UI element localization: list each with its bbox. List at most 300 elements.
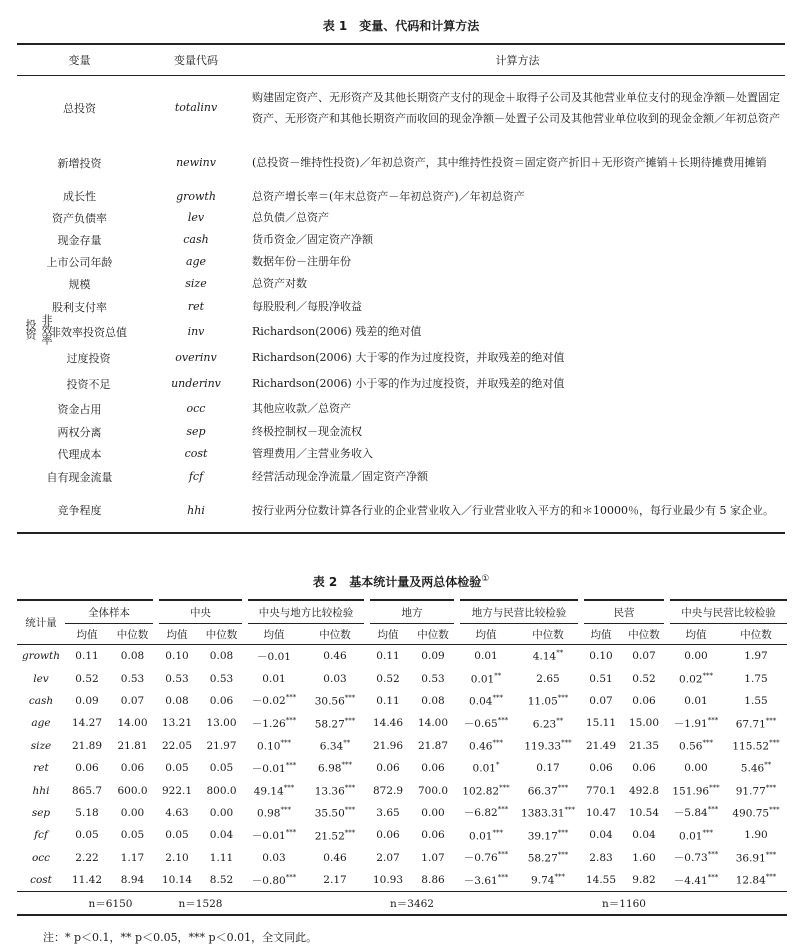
stat-cell: 4.63 bbox=[165, 806, 189, 819]
stat-cell: 865.7 bbox=[71, 784, 103, 797]
variable-code: newinv bbox=[176, 156, 216, 169]
stat-cell: 10.54 bbox=[628, 806, 660, 819]
stat-cell: 14.00 bbox=[117, 717, 148, 730]
t1-header-method: 计算方法 bbox=[250, 44, 785, 76]
calculation-method: 经营活动现金净流量／固定资产净额 bbox=[252, 470, 428, 483]
stat-cell: 0.52 bbox=[376, 672, 400, 685]
stat-cell: －0.65*** bbox=[463, 716, 509, 730]
significance-stars: *** bbox=[557, 850, 569, 859]
stat-variable: occ bbox=[31, 851, 51, 864]
stat-cell: 0.08 bbox=[120, 650, 145, 663]
stat-cell: 49.14*** bbox=[253, 783, 295, 798]
stat-cell: 14.55 bbox=[585, 874, 617, 887]
stat-cell: 1.11 bbox=[209, 851, 234, 864]
stat-cell: 0.00 bbox=[684, 650, 708, 663]
t2-subheader: 中位数 bbox=[621, 624, 667, 645]
stat-cell: 0.11 bbox=[75, 650, 99, 663]
stat-cell: 35.50*** bbox=[314, 806, 356, 820]
variable-code: size bbox=[185, 277, 207, 290]
variable-code: hhi bbox=[142, 489, 250, 533]
significance-stars: *** bbox=[765, 783, 777, 792]
stat-cell: 0.09 bbox=[421, 650, 445, 663]
stat-cell: 0.07 bbox=[589, 694, 613, 707]
stat-cell: 1.55 bbox=[744, 694, 768, 707]
significance-stars: *** bbox=[557, 783, 569, 792]
table1-row bbox=[17, 397, 785, 421]
variable-name: 竞争程度 bbox=[17, 489, 142, 533]
stat-variable: ret bbox=[33, 762, 49, 775]
sample-size: n＝1160 bbox=[581, 892, 667, 916]
significance-stars: *** bbox=[497, 850, 509, 859]
stat-cell: 1.97 bbox=[744, 650, 768, 663]
significance-stars: *** bbox=[341, 761, 352, 770]
stat-cell: －0.80*** bbox=[251, 873, 297, 887]
variable-code: lev bbox=[187, 211, 205, 224]
stat-cell: －5.84*** bbox=[673, 805, 719, 820]
variable-name: 两权分离 bbox=[57, 425, 102, 439]
t2-subheader: 中位数 bbox=[109, 624, 156, 645]
significance-stars: *** bbox=[707, 805, 719, 814]
stat-cell: 6.23** bbox=[532, 716, 564, 731]
variable-code: cash bbox=[183, 233, 209, 246]
stat-variable: growth bbox=[21, 650, 61, 663]
variable-name: 资金占用 bbox=[57, 402, 102, 416]
t2-group-header: 民营 bbox=[581, 600, 667, 624]
stat-cell: 0.04 bbox=[209, 829, 234, 842]
stat-cell: 151.96*** bbox=[672, 783, 720, 798]
significance-stars: *** bbox=[497, 805, 509, 814]
stat-cell: 770.1 bbox=[585, 784, 617, 797]
significance-stars: *** bbox=[492, 828, 503, 837]
stat-cell: 67.71*** bbox=[735, 716, 777, 731]
calculation-method: 其他应收款／总资产 bbox=[252, 402, 351, 415]
table1-row bbox=[17, 273, 785, 295]
stat-cell: 22.05 bbox=[161, 739, 193, 752]
stat-cell: 0.11 bbox=[376, 694, 400, 707]
significance-stars: ** bbox=[764, 761, 772, 770]
stat-cell: 2.22 bbox=[75, 851, 99, 864]
inefficient-investment-group-label: 非效率投资 bbox=[24, 313, 53, 344]
table1-row bbox=[17, 443, 785, 465]
t2-subheader: 均值 bbox=[667, 624, 725, 645]
table1-row bbox=[17, 76, 785, 140]
table2-row bbox=[17, 735, 787, 757]
significance-stars: *** bbox=[344, 783, 356, 792]
table1 bbox=[17, 43, 785, 534]
calculation-method: 终极控制权－现金流权 bbox=[252, 425, 362, 438]
table1-row bbox=[17, 371, 785, 397]
stat-cell: 9.82 bbox=[632, 874, 656, 887]
stat-cell: 0.11 bbox=[376, 650, 400, 663]
spacer-cell bbox=[457, 892, 581, 916]
significance-stars: *** bbox=[561, 739, 572, 747]
stat-cell: 0.06 bbox=[632, 762, 656, 775]
stat-cell: 490.75*** bbox=[732, 806, 780, 820]
stat-cell: 0.53 bbox=[165, 672, 189, 685]
stat-cell: 0.53 bbox=[209, 672, 234, 685]
t1-header-variable: 变量 bbox=[17, 44, 142, 76]
t2-subheader: 中位数 bbox=[409, 624, 457, 645]
significance-stars: *** bbox=[492, 694, 503, 703]
table1-title: 表 1 变量、代码和计算方法 bbox=[322, 19, 480, 33]
stat-cell: 0.06 bbox=[75, 762, 99, 775]
stat-cell: 8.52 bbox=[209, 874, 234, 887]
stat-cell: 36.91*** bbox=[735, 850, 777, 865]
significance-stars: *** bbox=[280, 739, 291, 747]
significance-stars: *** bbox=[769, 739, 780, 747]
variable-name: 自有现金流量 bbox=[46, 470, 113, 484]
stat-variable: fcf bbox=[34, 829, 48, 842]
stat-cell: 0.06 bbox=[120, 762, 145, 775]
t2-subheader: 均值 bbox=[65, 624, 109, 645]
significance-stars: *** bbox=[285, 828, 297, 837]
significance-stars: *** bbox=[769, 806, 780, 815]
table2-row bbox=[17, 802, 787, 824]
stat-cell: 6.34** bbox=[319, 739, 351, 753]
variable-code: fcf bbox=[188, 470, 204, 483]
table2 bbox=[17, 599, 787, 916]
stat-cell: 0.08 bbox=[165, 694, 189, 707]
significance-stars: *** bbox=[497, 716, 509, 725]
table1-row bbox=[17, 465, 785, 489]
table1-row bbox=[17, 421, 785, 443]
stat-cell: 0.00 bbox=[209, 806, 234, 819]
calculation-method: 总负债／总资产 bbox=[252, 211, 329, 224]
significance-stars: *** bbox=[702, 739, 713, 747]
table1-row bbox=[17, 319, 785, 345]
stat-cell: 0.01* bbox=[472, 761, 500, 775]
stat-cell: 1.75 bbox=[744, 672, 768, 685]
stat-cell: 0.06 bbox=[376, 829, 400, 842]
significance-stars: ** bbox=[556, 649, 564, 658]
significance-stars: *** bbox=[554, 873, 565, 882]
stat-cell: 10.14 bbox=[161, 874, 193, 887]
stat-cell: 0.08 bbox=[421, 694, 445, 707]
stat-cell: 5.18 bbox=[75, 806, 99, 819]
stat-cell: 13.21 bbox=[161, 717, 193, 730]
stat-cell: －0.01*** bbox=[251, 761, 297, 775]
stat-cell: 0.03 bbox=[262, 851, 286, 864]
stat-cell: －0.01 bbox=[257, 650, 291, 663]
stat-cell: 1.17 bbox=[120, 851, 145, 864]
stat-cell: －0.73*** bbox=[673, 850, 719, 865]
significance-stars: ** bbox=[494, 671, 502, 680]
stat-cell: 0.98*** bbox=[257, 806, 291, 820]
calculation-method: 按行业两分位数计算各行业的企业营业收入／行业营业收入平方的和＊10000％，每行业最少有 5 家企业。 bbox=[250, 489, 785, 533]
t2-subheader: 中位数 bbox=[198, 624, 245, 645]
variable-name-text: 非效率投资总值 bbox=[50, 325, 127, 339]
stat-cell: 0.10 bbox=[165, 650, 189, 663]
stat-cell: 13.36*** bbox=[314, 783, 356, 798]
table-note: 注：* p＜0.1，** p＜0.05，*** p＜0.01，全文同此。 bbox=[43, 931, 318, 944]
stat-cell: －0.76*** bbox=[463, 850, 509, 865]
significance-stars: *** bbox=[283, 783, 295, 792]
stat-cell: 14.00 bbox=[417, 717, 449, 730]
stat-cell: 0.46*** bbox=[469, 739, 503, 753]
stat-cell: 6.98*** bbox=[318, 761, 352, 775]
significance-stars: *** bbox=[564, 806, 575, 815]
stat-cell: 2.10 bbox=[165, 851, 189, 864]
stat-cell: 0.53 bbox=[120, 672, 145, 685]
stat-cell: 14.27 bbox=[71, 717, 103, 730]
variable-name: 资产负债率 bbox=[52, 211, 107, 225]
t2-subheader: 均值 bbox=[367, 624, 409, 645]
stat-cell: 91.77*** bbox=[735, 783, 777, 798]
significance-stars: *** bbox=[344, 694, 356, 703]
significance-stars: *** bbox=[765, 716, 777, 725]
significance-stars: *** bbox=[765, 873, 777, 882]
table1-row bbox=[17, 489, 785, 533]
variable-name bbox=[17, 313, 142, 345]
stat-cell: 21.96 bbox=[372, 739, 404, 752]
stat-cell: 600.0 bbox=[117, 784, 148, 797]
table2-row bbox=[17, 690, 787, 712]
stat-cell: 2.65 bbox=[536, 672, 560, 685]
spacer-cell bbox=[17, 892, 65, 916]
stat-cell: 0.01 bbox=[684, 694, 708, 707]
stat-cell: 0.03 bbox=[323, 672, 347, 685]
variable-code: inv bbox=[187, 325, 205, 338]
variable-name: 规模 bbox=[68, 277, 91, 291]
variable-code: overinv bbox=[175, 351, 217, 364]
significance-stars: *** bbox=[765, 850, 777, 859]
stat-cell: 0.46 bbox=[323, 650, 347, 663]
t2-group-header: 地方与民营比较检验 bbox=[457, 600, 581, 624]
stat-cell: 3.65 bbox=[376, 806, 400, 819]
stat-cell: 21.35 bbox=[628, 739, 660, 752]
table2-row bbox=[17, 847, 787, 869]
significance-stars: *** bbox=[285, 716, 297, 725]
table2-row bbox=[17, 824, 787, 846]
stat-cell: 21.89 bbox=[71, 739, 103, 752]
stat-cell: 0.04*** bbox=[469, 694, 503, 708]
stat-cell: 21.97 bbox=[206, 739, 237, 752]
t2-group-header: 中央与地方比较检验 bbox=[245, 600, 367, 624]
stat-cell: 0.01*** bbox=[679, 828, 713, 843]
stat-cell: 0.04 bbox=[632, 829, 656, 842]
stat-variable: cash bbox=[28, 694, 54, 707]
stat-cell: 0.06 bbox=[421, 762, 445, 775]
stat-cell: 21.49 bbox=[585, 739, 617, 752]
stat-cell: 0.52 bbox=[75, 672, 99, 685]
stat-cell: 0.52 bbox=[632, 672, 656, 685]
stat-cell: 0.56*** bbox=[679, 739, 713, 753]
stat-cell: 21.87 bbox=[417, 739, 449, 752]
stat-cell: 0.09 bbox=[75, 694, 99, 707]
t2-header-stat: 统计量 bbox=[17, 600, 65, 645]
stat-cell: 0.06 bbox=[376, 762, 400, 775]
stat-cell: 0.06 bbox=[632, 694, 656, 707]
table2-row bbox=[17, 779, 787, 801]
stat-cell: 66.37*** bbox=[527, 783, 569, 798]
significance-stars: *** bbox=[702, 828, 713, 837]
stat-cell: －0.02*** bbox=[251, 693, 297, 708]
significance-stars: *** bbox=[492, 739, 503, 747]
t2-subheader: 中位数 bbox=[725, 624, 787, 645]
stat-cell: －0.01*** bbox=[251, 828, 297, 842]
table1-row bbox=[17, 295, 785, 319]
variable-name: 现金存量 bbox=[57, 233, 102, 247]
stat-cell: 4.14** bbox=[532, 649, 564, 663]
t2-group-header: 地方 bbox=[367, 600, 457, 624]
t2-subheader: 中位数 bbox=[303, 624, 367, 645]
stat-cell: 0.01 bbox=[474, 650, 498, 663]
significance-stars: ** bbox=[343, 739, 351, 747]
stat-cell: 102.82*** bbox=[462, 783, 510, 798]
table2-row bbox=[17, 667, 787, 689]
sample-size-row bbox=[17, 892, 787, 916]
t2-subheader: 中位数 bbox=[515, 624, 581, 645]
significance-stars: *** bbox=[709, 783, 720, 792]
stat-cell: 0.10*** bbox=[257, 739, 291, 753]
table1-row bbox=[17, 186, 785, 207]
stat-cell: 0.05 bbox=[209, 762, 234, 775]
stat-cell: 700.0 bbox=[417, 784, 449, 797]
stat-cell: 21.81 bbox=[117, 739, 148, 752]
stat-cell: －4.41*** bbox=[673, 873, 719, 887]
stat-cell: 0.46 bbox=[323, 851, 347, 864]
t2-subheader: 均值 bbox=[245, 624, 303, 645]
stat-variable: cost bbox=[30, 874, 52, 887]
variable-name: 过度投资 bbox=[66, 351, 111, 365]
calculation-method: 货币资金／固定资产净额 bbox=[252, 233, 373, 246]
variable-name: 投资不足 bbox=[66, 377, 111, 391]
stat-cell: 0.05 bbox=[75, 829, 99, 842]
stat-cell: 0.07 bbox=[632, 650, 656, 663]
stat-cell: 13.00 bbox=[206, 717, 237, 730]
calculation-method: Richardson(2006) 大于零的作为过度投资，并取残差的绝对值 bbox=[252, 351, 565, 364]
t2-subheader: 均值 bbox=[156, 624, 198, 645]
variable-name: 成长性 bbox=[63, 190, 96, 203]
sample-size: n＝1528 bbox=[156, 892, 245, 916]
significance-stars: *** bbox=[497, 873, 509, 882]
stat-cell: 0.05 bbox=[120, 829, 145, 842]
calculation-method: 管理费用／主营业务收入 bbox=[252, 447, 373, 460]
t2-group-header: 中央 bbox=[156, 600, 245, 624]
significance-stars: *** bbox=[707, 716, 719, 725]
stat-cell: 0.51 bbox=[589, 672, 613, 685]
variable-code: ret bbox=[187, 300, 205, 313]
stat-cell: 1.90 bbox=[744, 829, 768, 842]
stat-cell: 922.1 bbox=[161, 784, 193, 797]
t2-group-header: 中央与民营比较检验 bbox=[667, 600, 787, 624]
stat-cell: 0.07 bbox=[120, 694, 145, 707]
stat-cell: 11.42 bbox=[71, 874, 103, 887]
stat-cell: 1.60 bbox=[632, 851, 656, 864]
stat-variable: sep bbox=[31, 806, 51, 819]
t2-subheader: 均值 bbox=[457, 624, 515, 645]
stat-variable: size bbox=[30, 739, 52, 752]
stat-cell: 115.52*** bbox=[732, 739, 780, 753]
stat-cell: 1383.31*** bbox=[521, 806, 575, 820]
t2-group-header: 全体样本 bbox=[65, 600, 156, 624]
stat-cell: 0.00 bbox=[684, 762, 708, 775]
table1-row bbox=[17, 207, 785, 229]
stat-cell: 1.07 bbox=[421, 851, 445, 864]
calculation-method: (总投资－维持性投资)／年初总资产，其中维持性投资＝固定资产折旧＋无形资产摊销＋长期待摊费用摊销 bbox=[252, 156, 767, 169]
stat-cell: 2.83 bbox=[589, 851, 613, 864]
stat-cell: 12.84*** bbox=[735, 873, 777, 887]
variable-name: 新增投资 bbox=[57, 156, 102, 170]
t2-subheader: 均值 bbox=[581, 624, 621, 645]
variable-code: sep bbox=[186, 425, 206, 438]
significance-stars: *** bbox=[285, 693, 297, 702]
variable-code: cost bbox=[184, 447, 208, 460]
stat-cell: 0.05 bbox=[165, 762, 189, 775]
significance-stars: *** bbox=[344, 806, 356, 815]
significance-stars: * bbox=[495, 761, 500, 770]
calculation-method: 数据年份－注册年份 bbox=[252, 255, 351, 268]
stat-cell: 0.04 bbox=[589, 829, 613, 842]
stat-cell: 15.00 bbox=[628, 717, 660, 730]
stat-variable: hhi bbox=[32, 784, 50, 797]
stat-cell: 872.9 bbox=[372, 784, 404, 797]
stat-cell: －3.61*** bbox=[463, 873, 509, 887]
stat-cell: 58.27*** bbox=[527, 850, 569, 865]
significance-stars: ** bbox=[556, 716, 564, 725]
stat-cell: 0.02*** bbox=[679, 671, 713, 686]
table1-row bbox=[17, 251, 785, 273]
stat-cell: 0.53 bbox=[421, 672, 445, 685]
stat-variable: lev bbox=[33, 672, 49, 685]
significance-stars: *** bbox=[707, 873, 719, 882]
stat-cell: 0.01** bbox=[470, 671, 502, 686]
stat-cell: 0.00 bbox=[421, 806, 445, 819]
stat-cell: 2.17 bbox=[323, 874, 347, 887]
stat-cell: 0.17 bbox=[536, 762, 560, 775]
table1-row bbox=[17, 229, 785, 251]
calculation-method: 总资产对数 bbox=[252, 277, 307, 290]
sample-size: n＝3462 bbox=[367, 892, 457, 916]
stat-cell: 39.17*** bbox=[527, 828, 569, 843]
stat-cell: 9.74*** bbox=[531, 873, 565, 887]
spacer-cell bbox=[245, 892, 367, 916]
significance-stars: *** bbox=[280, 806, 291, 815]
stat-cell: 0.10 bbox=[589, 650, 613, 663]
table2-title bbox=[0, 573, 802, 590]
stat-cell: 8.94 bbox=[120, 874, 145, 887]
stat-variable: age bbox=[31, 717, 51, 730]
stat-cell: 30.56*** bbox=[314, 694, 356, 708]
stat-cell: 15.11 bbox=[585, 717, 617, 730]
stat-cell: 0.06 bbox=[421, 829, 445, 842]
stat-cell: 21.52*** bbox=[314, 828, 356, 843]
significance-stars: *** bbox=[702, 671, 713, 680]
variable-name: 股利支付率 bbox=[52, 300, 107, 314]
stat-cell: 0.06 bbox=[209, 694, 234, 707]
variable-code: underinv bbox=[171, 377, 221, 390]
variable-name: 上市公司年龄 bbox=[46, 255, 113, 269]
footnote-marker: ① bbox=[481, 574, 490, 584]
calculation-method: 总资产增长率＝(年末总资产－年初总资产)／年初总资产 bbox=[252, 189, 525, 203]
sample-size: n＝6150 bbox=[65, 892, 156, 916]
stat-cell: 0.00 bbox=[120, 806, 145, 819]
table2-title-text: 表 2 基本统计量及两总体检验 bbox=[312, 575, 482, 589]
significance-stars: *** bbox=[707, 850, 719, 859]
stat-cell: 0.05 bbox=[165, 829, 189, 842]
t1-header-code: 变量代码 bbox=[142, 44, 250, 76]
stat-cell: 0.01*** bbox=[469, 828, 503, 843]
variable-code: occ bbox=[186, 402, 206, 415]
significance-stars: *** bbox=[285, 761, 297, 770]
stat-cell: 2.07 bbox=[376, 851, 400, 864]
table1-row bbox=[17, 140, 785, 186]
variable-name: 总投资 bbox=[63, 101, 96, 115]
stat-cell: －1.26*** bbox=[251, 716, 297, 730]
stat-cell: －6.82*** bbox=[463, 805, 509, 820]
variable-name: 代理成本 bbox=[57, 447, 102, 461]
stat-cell: 14.46 bbox=[372, 717, 404, 730]
